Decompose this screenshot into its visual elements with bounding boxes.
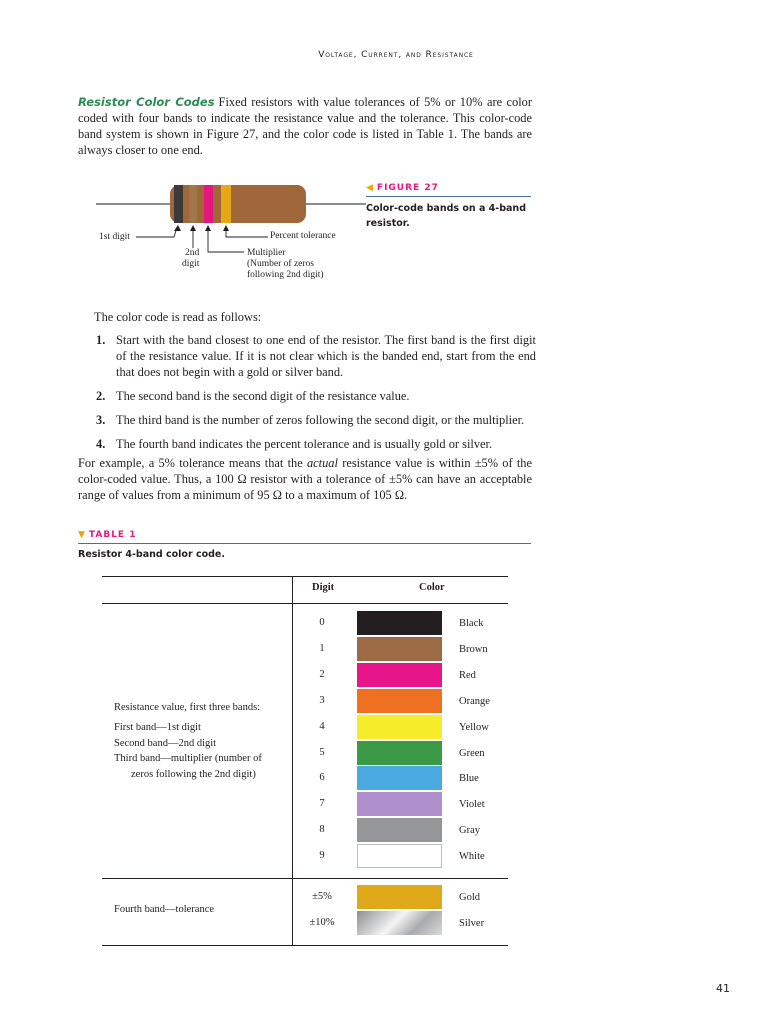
color-swatch-violet bbox=[357, 792, 442, 816]
run-in-heading: Resistor Color Codes bbox=[78, 95, 215, 109]
list-item bbox=[96, 388, 536, 404]
table-cell-color-name: Blue bbox=[459, 773, 479, 785]
table-cell-tolerance: ±10% bbox=[309, 917, 335, 928]
figure-number: FIGURE 27 bbox=[376, 183, 439, 193]
color-swatch-yellow bbox=[357, 715, 442, 739]
list-item bbox=[96, 436, 536, 452]
color-swatch-white bbox=[357, 844, 442, 868]
steps-list bbox=[96, 332, 536, 460]
table-cell-color-name: Orange bbox=[459, 695, 490, 707]
step-number: 4. bbox=[96, 437, 106, 451]
table-cell-color-name: Gray bbox=[459, 825, 480, 837]
label-second-digit-a: 2nd bbox=[185, 248, 200, 258]
example-text-2: resistance value is within ±5% of the color-coded value. Thus, a 100 Ω resistor with a tolerance of ±5% can have an acceptable range of values from a minimum of 95 Ω to a maximum of 105 Ω. bbox=[78, 456, 532, 502]
figure-caption: Color-code bands on a 4-band resistor. bbox=[366, 203, 526, 229]
group-resistance-line3: Third band—multiplier (number of bbox=[114, 753, 262, 764]
table-cell-color-name: Silver bbox=[459, 918, 485, 929]
triangle-down-icon: ▼ bbox=[78, 530, 86, 540]
label-first-digit: 1st digit bbox=[99, 232, 130, 242]
group-tolerance-heading: Fourth band—tolerance bbox=[114, 904, 215, 915]
leader-arrowheads bbox=[174, 225, 229, 231]
table-column-divider bbox=[292, 576, 293, 946]
table-cell-color-name: White bbox=[459, 851, 485, 863]
page-number: 41 bbox=[716, 982, 730, 995]
table-caption: Resistor 4-band color code. bbox=[78, 549, 225, 560]
color-swatch-black bbox=[357, 611, 442, 635]
color-swatch-red bbox=[357, 663, 442, 687]
table-cell-digit: 3 bbox=[319, 694, 325, 706]
group-resistance-heading: Resistance value, first three bands: bbox=[114, 702, 261, 713]
table-number: TABLE 1 bbox=[88, 530, 137, 540]
figure-rule bbox=[366, 196, 531, 197]
color-swatch-green bbox=[357, 741, 442, 765]
table-group-rule bbox=[102, 878, 508, 879]
table-cell-color-name: Brown bbox=[459, 643, 488, 655]
table-header-rule bbox=[102, 603, 508, 604]
list-item bbox=[96, 412, 536, 428]
step-text: Start with the band closest to one end of the resistor. The first band is the first digit of the resistance value. If it is not clear which is the banded end, start from the end that does not begin with a gold or silver band. bbox=[116, 333, 536, 379]
table-tag bbox=[78, 530, 136, 540]
color-swatch-orange bbox=[357, 689, 442, 713]
table-cell-digit: 0 bbox=[319, 617, 325, 628]
example-emphasis: actual bbox=[306, 456, 338, 470]
triangle-left-icon: ◀ bbox=[366, 183, 374, 193]
step-number: 1. bbox=[96, 333, 106, 347]
table-cell-digit: 6 bbox=[319, 772, 325, 784]
group-resistance-line4: zeros following the 2nd digit) bbox=[131, 769, 256, 780]
label-second-digit-b: digit bbox=[182, 259, 200, 269]
column-header-digit: Digit bbox=[312, 582, 335, 593]
table-cell-color-name: Red bbox=[459, 669, 476, 681]
resistor-band-2 bbox=[189, 185, 197, 223]
color-swatch-silver bbox=[357, 911, 442, 935]
table-cell-digit: 5 bbox=[319, 746, 325, 758]
table-bottom-rule bbox=[102, 945, 508, 946]
table-cell-digit: 9 bbox=[319, 850, 325, 862]
table-cell-color-name: Green bbox=[459, 747, 485, 759]
table-cell-digit: 1 bbox=[319, 642, 325, 654]
color-swatch-gray bbox=[357, 818, 442, 842]
column-header-color: Color bbox=[419, 582, 445, 593]
color-swatch-blue bbox=[357, 766, 442, 790]
table-cell-tolerance: ±5% bbox=[312, 891, 332, 902]
table-cell-digit: 8 bbox=[319, 824, 325, 836]
table-cell-digit: 4 bbox=[319, 720, 325, 732]
step-text: The third band is the number of zeros following the second digit, or the multiplier. bbox=[116, 413, 525, 427]
step-text: The fourth band indicates the percent tolerance and is usually gold or silver. bbox=[116, 437, 493, 451]
table-cell-digit: 7 bbox=[319, 798, 325, 810]
resistor-band-3 bbox=[204, 185, 213, 223]
step-text: The second band is the second digit of the resistance value. bbox=[116, 389, 410, 403]
table-cell-color-name: Black bbox=[459, 618, 484, 629]
group-resistance-line2: Second band—2nd digit bbox=[114, 738, 217, 749]
intro-paragraph bbox=[78, 94, 532, 158]
table-cell-digit: 2 bbox=[319, 668, 325, 680]
table-top-rule bbox=[102, 576, 508, 577]
label-multiplier: Multiplier bbox=[247, 248, 286, 258]
label-percent-tolerance: Percent tolerance bbox=[270, 231, 336, 241]
color-swatch-brown bbox=[357, 637, 442, 661]
table-cell-color-name: Violet bbox=[459, 799, 485, 811]
table-cell-color-name: Gold bbox=[459, 892, 480, 903]
resistor-band-1 bbox=[174, 185, 183, 223]
resistor-band-4 bbox=[221, 185, 231, 223]
table-cell-color-name: Yellow bbox=[459, 721, 489, 733]
example-paragraph bbox=[78, 455, 532, 503]
step-number: 3. bbox=[96, 413, 106, 427]
steps-lead-in: The color code is read as follows: bbox=[94, 310, 262, 324]
list-item bbox=[96, 332, 536, 380]
color-swatch-gold bbox=[357, 885, 442, 909]
figure-tag bbox=[366, 183, 439, 193]
step-number: 2. bbox=[96, 389, 106, 403]
label-multiplier-line2: (Number of zeros bbox=[247, 259, 315, 269]
table-caption-rule bbox=[78, 543, 531, 544]
example-text-1: For example, a 5% tolerance means that the bbox=[78, 456, 307, 470]
intro-text: Fixed resistors with value tolerances of 5% or 10% are color coded with four bands to indicate the resistance value and the tolerance. This color-code band system is shown in Figure 27, and the color code is listed in Table 1. The bands are always closer to one end. bbox=[78, 95, 532, 157]
label-multiplier-line3: following 2nd digit) bbox=[247, 270, 324, 280]
group-resistance-line1: First band—1st digit bbox=[114, 722, 201, 733]
running-head: Voltage, Current, and Resistance bbox=[318, 50, 474, 60]
